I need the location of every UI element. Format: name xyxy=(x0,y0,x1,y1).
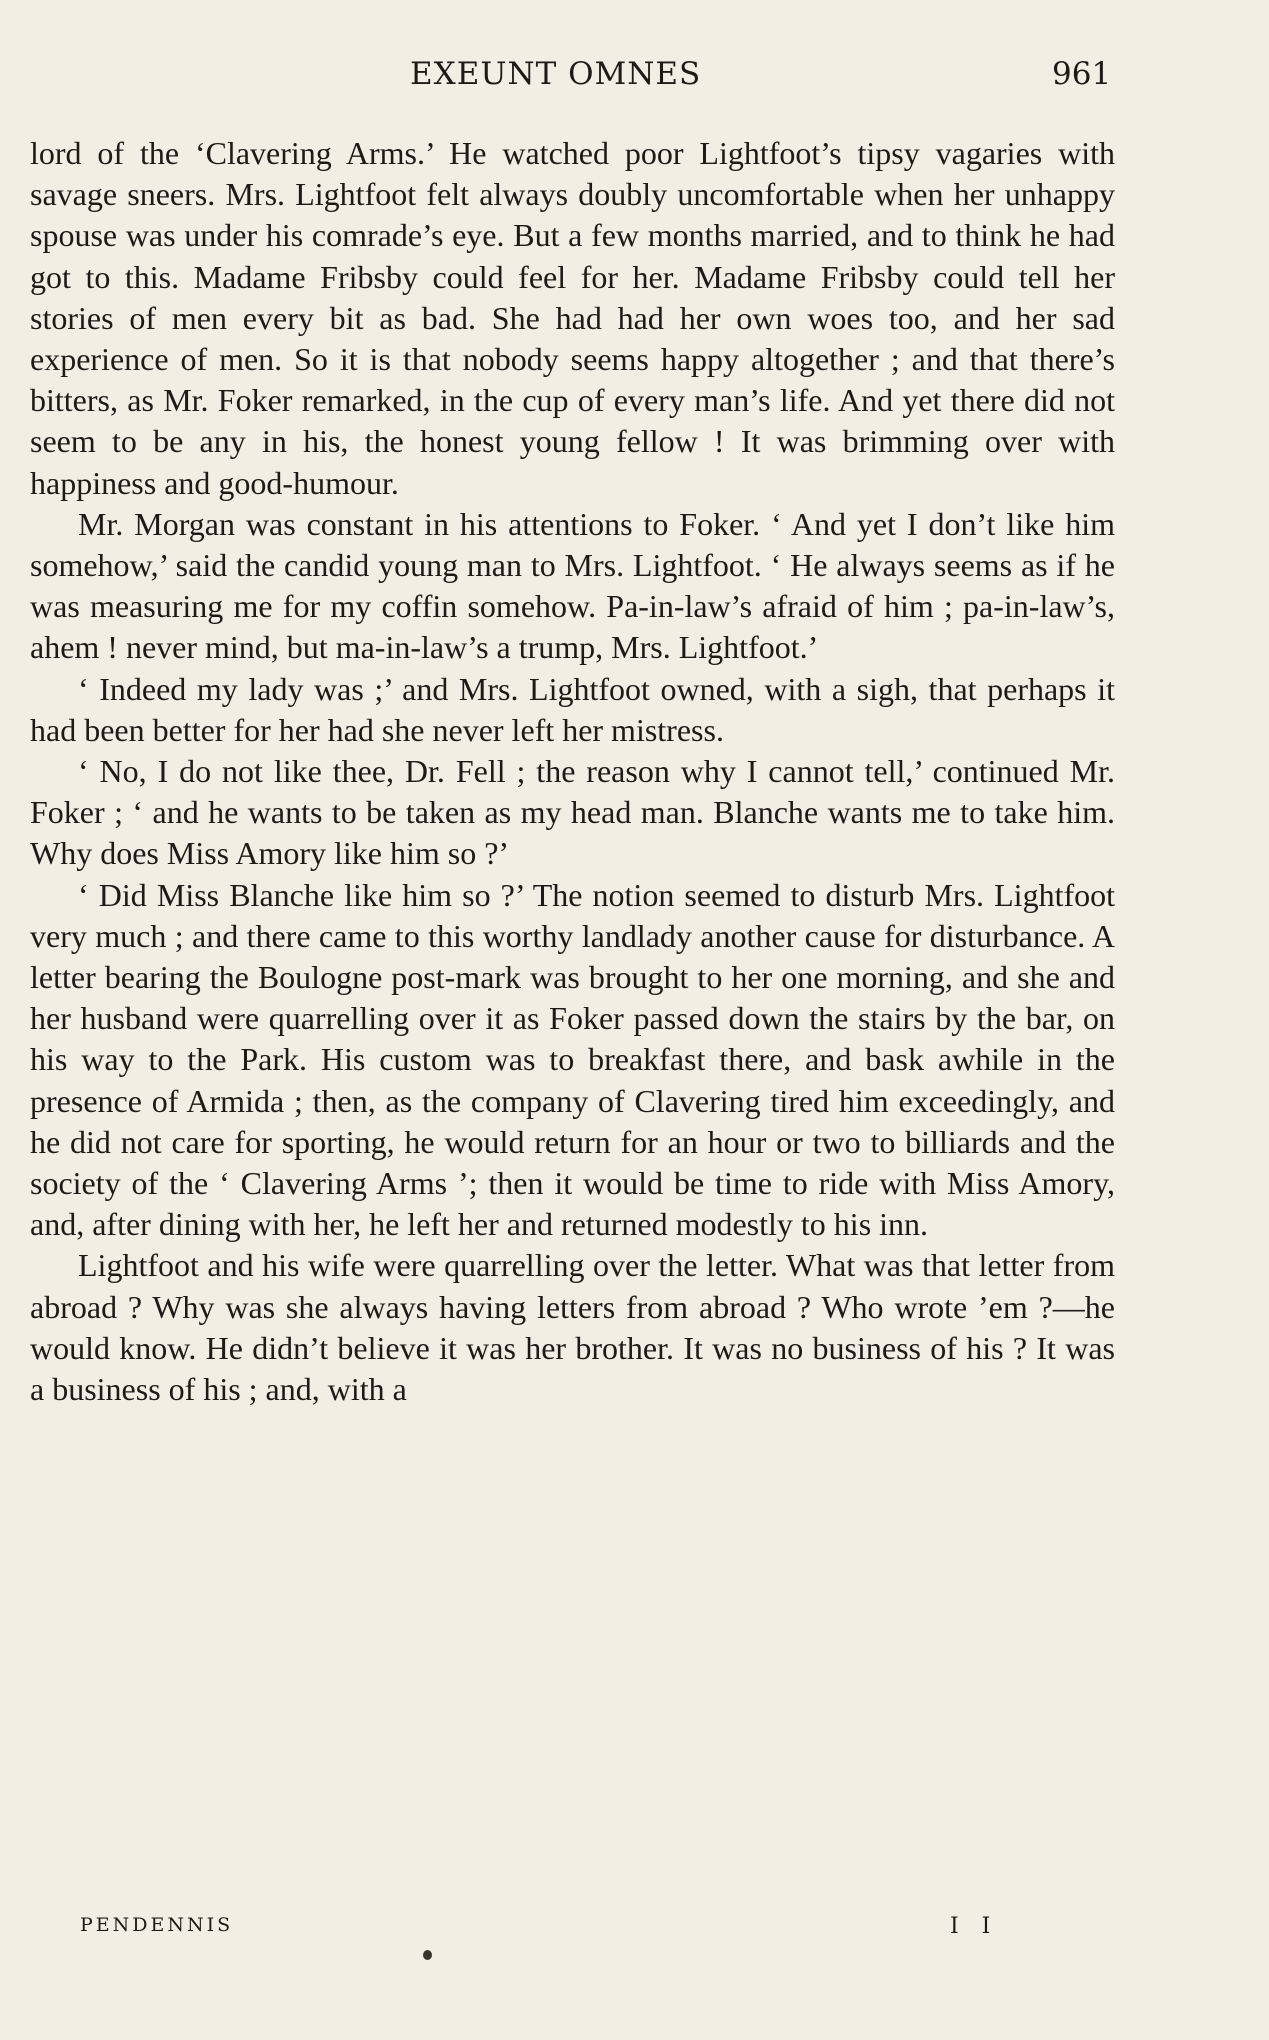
running-head: EXEUNT OMNES xyxy=(410,56,702,92)
paragraph: ‘ Did Miss Blanche like him so ?’ The notion seemed to disturb Mrs. Lightfoot very much ; and there came to this worthy landlady another cause for disturbance. A letter bearing the Boulogne post-mark was brought to her one morning, and she and her husband were quarrelling over it as Foker passed down the stairs by the bar, on his way to the Park. His custom was to breakfast there, and bask awhile in the presence of Armida ; then, as the company of Clavering tired him exceedingly, and he did not care for sporting, he would return for an hour or two to billiards and the society of the ‘ Clavering Arms ’; then it would be time to ride with Miss Amory, and, after dining with her, he left her and returned modestly to his inn. xyxy=(30,876,1115,1243)
page-number: 961 xyxy=(1052,56,1112,92)
paragraph: Mr. Morgan was constant in his attentions to Foker. ‘ And yet I don’t like him somehow,’ said the candid young man to Mrs. Lightfoot. ‘ He always seems as if he was measuring me for my coffin somehow. Pa-in-law’s afraid of him ; pa-in-law’s, ahem ! never mind, but ma-in-law’s a trump, Mrs. Lightfoot.’ xyxy=(30,505,1115,666)
ink-dot xyxy=(423,1950,432,1960)
paragraph: ‘ Indeed my lady was ;’ and Mrs. Lightfoot owned, with a sigh, that perhaps it had been better for her had she never left her mistress. xyxy=(30,670,1115,748)
signature-mark: I I xyxy=(950,1914,999,1939)
signature-title: PENDENNIS xyxy=(80,1914,234,1936)
paragraph: lord of the ‘Clavering Arms.’ He watched poor Lightfoot’s tipsy vagaries with savage sneers. Mrs. Lightfoot felt always doubly uncomfortable when her unhappy spouse was under his comrade’s eye. But a few months married, and to think he had got to this. Madame Fribsby could feel for her. Madame Fribsby could tell her stories of men every bit as bad. She had had her own woes too, and her sad experience of men. So it is that nobody seems happy altogether ; and that there’s bitters, as Mr. Foker remarked, in the cup of every man’s life. And yet there did not seem to be any in his, the honest young fellow ! It was brimming over with happiness and good-humour. xyxy=(30,135,1115,501)
paragraph: Lightfoot and his wife were quarrelling over the letter. What was that letter from abroad ? Why was she always having letters from abroad ? Who wrote ’em ?—he would know. He didn’t believe it was her brother. It was no business of his ? It was a business of his ; and, with a xyxy=(30,1247,1115,1408)
body-text xyxy=(30,133,1115,1410)
page-header xyxy=(0,56,1269,104)
page-footer xyxy=(0,1914,1269,1944)
paragraph: ‘ No, I do not like thee, Dr. Fell ; the reason why I cannot tell,’ continued Mr. Foker ; ‘ and he wants to be taken as my head man. Blanche wants me to take him. Why does Miss Amory like him so ?’ xyxy=(30,753,1115,872)
